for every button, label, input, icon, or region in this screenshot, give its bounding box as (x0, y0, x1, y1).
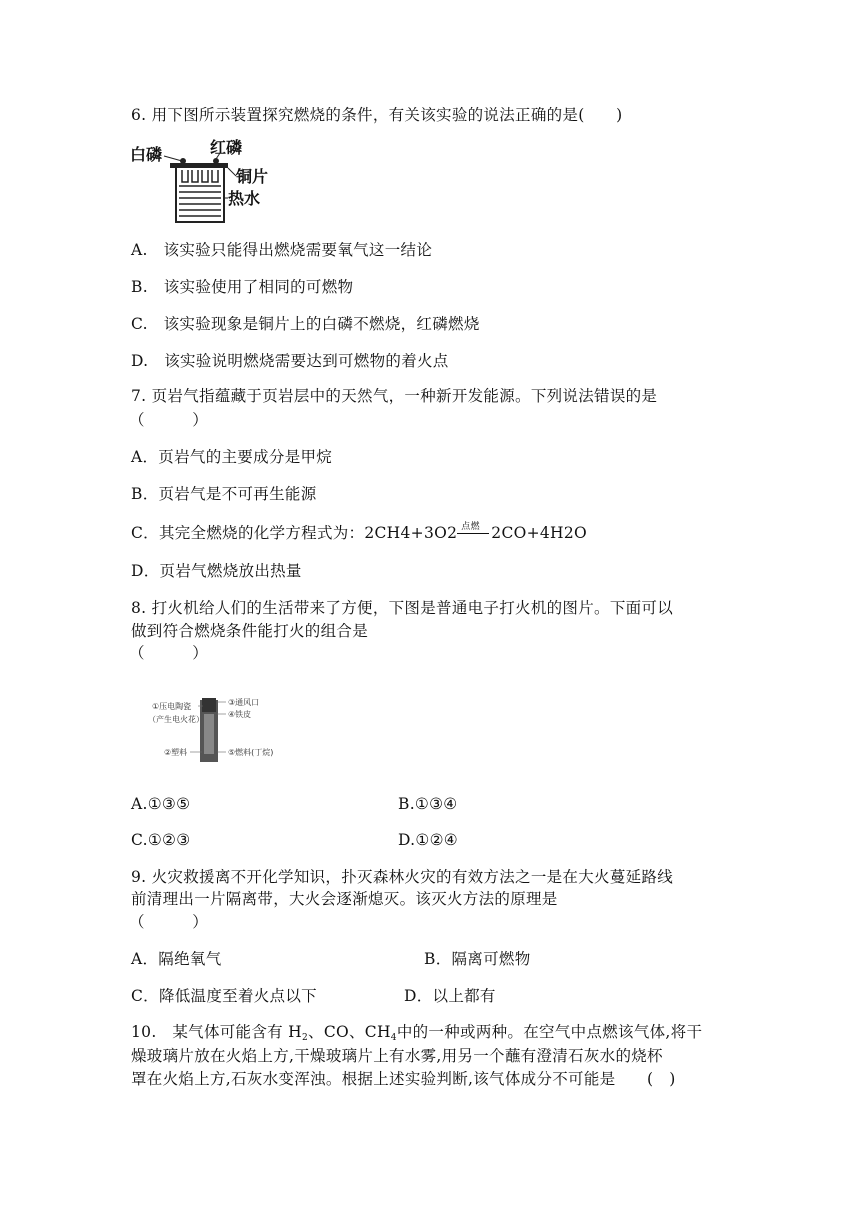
lighter-label-2: ②塑料 (164, 748, 188, 757)
lighter-label-1: ①压电陶瓷 (152, 702, 192, 711)
q10-line2: 燥玻璃片放在火焰上方,干燥玻璃片上有水雾,用另一个蘸有澄清石灰水的烧杯 (131, 1047, 663, 1065)
q6-option-a: A. 该实验只能得出燃烧需要氧气这一结论 (131, 241, 433, 259)
q8-option-a: A.①③⑤ (131, 795, 191, 813)
figure-label-white-phosphorus: 白磷 (130, 145, 163, 164)
lighter-label-3: ③通风口 (228, 698, 260, 707)
q9-paren: （ ） (129, 913, 209, 931)
q8-paren: （ ） (129, 644, 209, 662)
q10-line1 (131, 1022, 702, 1048)
q7-option-d: D．页岩气燃烧放出热量 (131, 562, 302, 580)
q7-option-b: B．页岩气是不可再生能源 (131, 485, 317, 503)
reaction-condition: 点燃 (461, 522, 480, 532)
q9-option-c: C．降低温度至着火点以下 (131, 987, 317, 1005)
q6-option-b: B. 该实验使用了相同的可燃物 (131, 278, 354, 296)
reaction-arrow-line (457, 533, 489, 534)
q9-option-b: B．隔离可燃物 (424, 950, 531, 968)
q7-stem: 7. 页岩气指蕴藏于页岩层中的天然气，一种新开发能源。下列说法错误的是 (131, 387, 658, 405)
lighter-label-1b: （产生电火花） (148, 715, 204, 724)
q7-option-c-suffix: 2CO+4H2O (491, 524, 588, 542)
q7-paren: （ ） (129, 411, 209, 429)
q7-option-a: A．页岩气的主要成分是甲烷 (131, 448, 333, 466)
q8-stem-line2: 做到符合燃烧条件能打火的组合是 (131, 622, 369, 640)
figure-label-red-phosphorus: 红磷 (210, 138, 243, 157)
q8-stem-line1: 8. 打火机给人们的生活带来了方便，下图是普通电子打火机的图片。下面可以 (131, 599, 674, 617)
q10-line1-c: 中的一种或两种。在空气中点燃该气体,将干 (396, 1023, 703, 1041)
figure-label-hot-water: 热水 (228, 189, 261, 208)
q10-line3: 罩在火焰上方,石灰水变浑浊。根据上述实验判断,该气体成分不可能是 ( ) (131, 1070, 676, 1088)
q10-line1-a: 10. 某气体可能含有 H (131, 1023, 302, 1041)
q9-option-a: A．隔绝氧气 (131, 950, 222, 968)
lighter-diagram (146, 694, 286, 764)
q6-option-d: D. 该实验说明燃烧需要达到可燃物的着火点 (131, 352, 449, 370)
q9-option-d: D．以上都有 (404, 987, 496, 1005)
q6-option-c: C. 该实验现象是铜片上的白磷不燃烧，红磷燃烧 (131, 315, 480, 333)
combustion-apparatus-figure (128, 138, 278, 228)
q8-option-d: D.①②④ (398, 831, 458, 849)
lighter-label-5: ⑤燃料(丁烷) (228, 748, 274, 757)
q7-option-c (131, 523, 587, 543)
q6-stem: 6. 用下图所示装置探究燃烧的条件，有关该实验的说法正确的是( ) (131, 106, 623, 124)
q10-line1-sub2: 4 (390, 1033, 397, 1043)
q8-option-b: B.①③④ (398, 795, 458, 813)
q7-option-c-prefix: C．其完全燃烧的化学方程式为：2CH4+3O2 (131, 524, 458, 542)
q8-option-c: C.①②③ (131, 831, 191, 849)
q10-line1-b: 、CO、CH (308, 1023, 391, 1041)
q9-stem-line2: 前清理出一片隔离带，大火会逐渐熄灭。该灭火方法的原理是 (131, 890, 558, 908)
lighter-label-4: ④铁皮 (228, 710, 252, 719)
figure-label-copper: 铜片 (236, 167, 269, 186)
q9-stem-line1: 9. 火灾救援离不开化学知识，扑灭森林火灾的有效方法之一是在大火蔓延路线 (131, 868, 674, 886)
q10-line1-sub1: 2 (302, 1033, 309, 1043)
